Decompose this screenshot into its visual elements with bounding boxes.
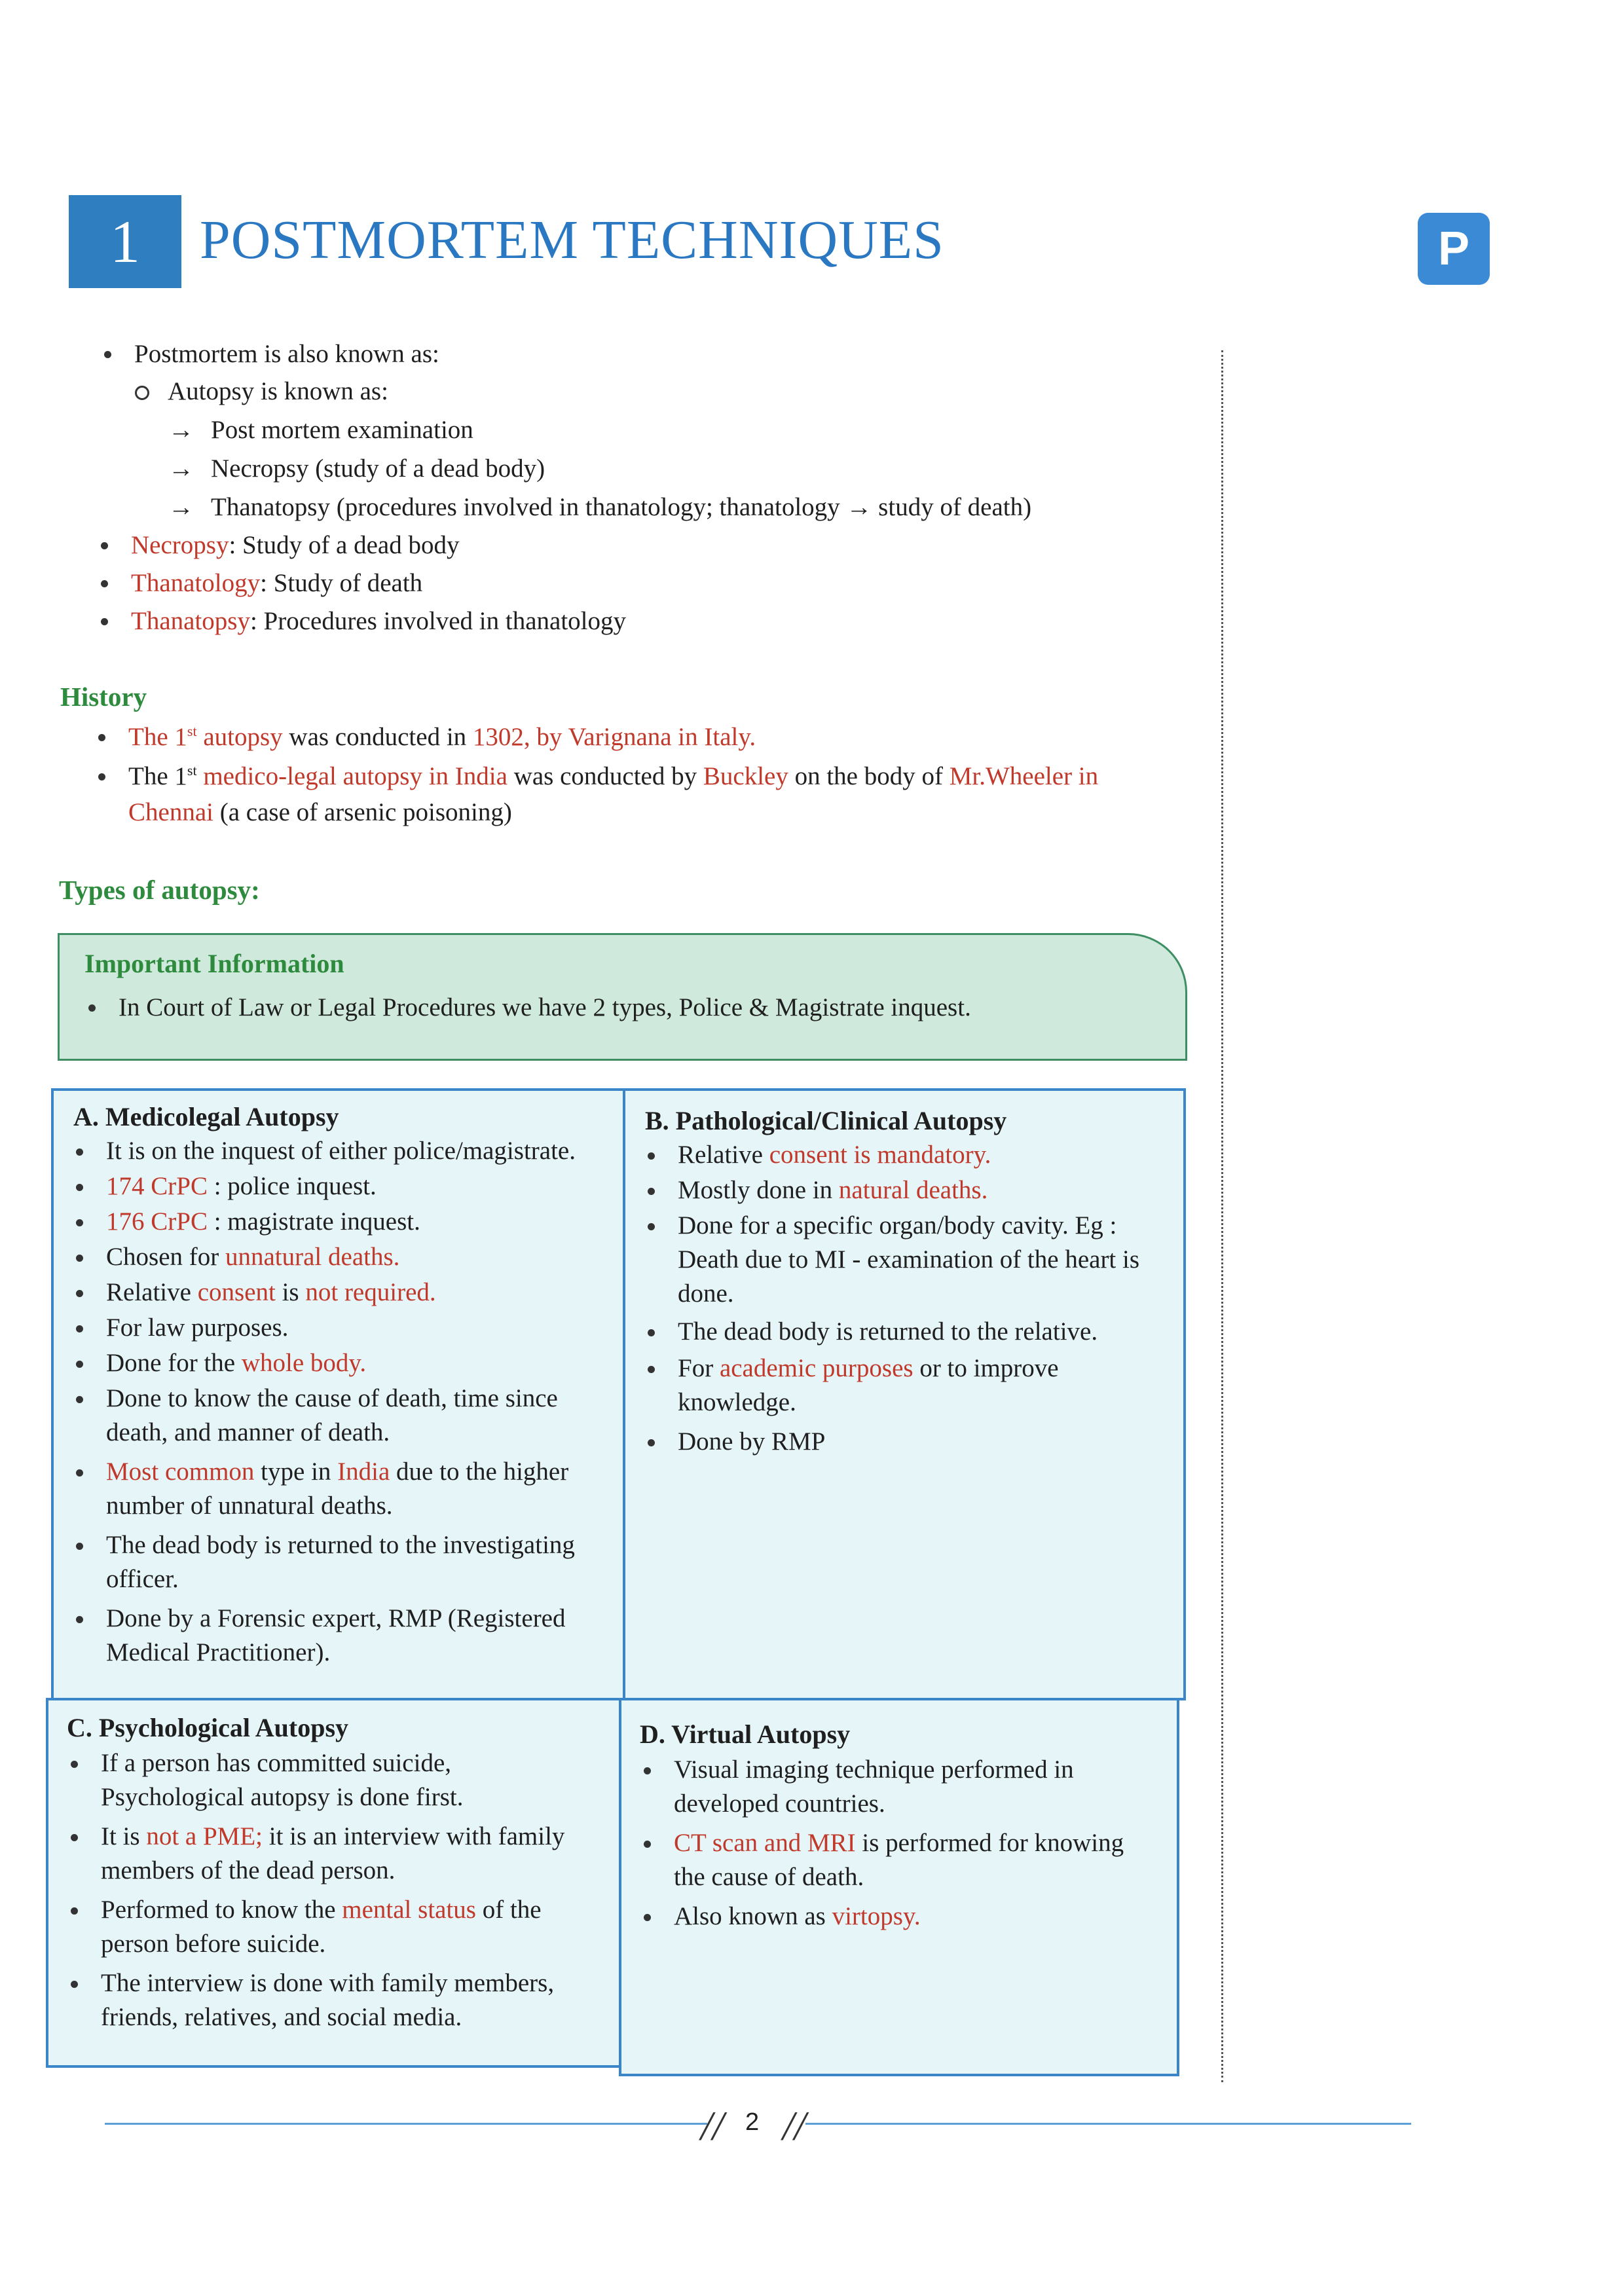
text: Visual imaging technique performed in <box>674 1755 1074 1784</box>
highlight: 176 CrPC <box>106 1207 208 1236</box>
history-text: medico-legal autopsy in India <box>196 762 507 790</box>
list-item <box>106 1602 566 1670</box>
definition: : Study of death <box>260 569 423 597</box>
history-text: was conducted by <box>507 762 703 790</box>
list-item <box>678 1138 991 1172</box>
text: Done for a specific organ/body cavity. Eg : <box>678 1211 1117 1239</box>
text: The interview is done with family members, <box>101 1969 555 1997</box>
text: the cause of death. <box>674 1863 864 1891</box>
highlight: 174 CrPC <box>106 1172 208 1200</box>
list-item <box>106 1382 558 1450</box>
text: due to the higher <box>390 1458 569 1486</box>
history-item-2 <box>128 762 1098 791</box>
info-box-text: In Court of Law or Legal Procedures we have 2 types, Police & Magistrate inquest. <box>119 993 971 1021</box>
info-box-title: Important Information <box>84 949 344 978</box>
highlight: mental status <box>342 1896 476 1924</box>
arrow-icon: → <box>168 493 194 521</box>
highlight: academic purposes <box>719 1354 913 1382</box>
intro-arrow-item-1 <box>168 415 473 445</box>
list-item <box>101 1966 554 2034</box>
intro-item-thanatopsy <box>131 606 626 636</box>
highlight: consent <box>197 1278 276 1306</box>
text: person before suicide. <box>101 1930 326 1958</box>
list-item: The dead body is returned to the relative. <box>678 1315 1098 1349</box>
list-item <box>106 1455 568 1523</box>
highlight: not a PME; <box>146 1822 263 1850</box>
text: it is an interview with family <box>263 1822 565 1850</box>
highlight: unnatural deaths. <box>225 1243 400 1271</box>
text: Also known as <box>674 1902 832 1930</box>
history-text: The 1 <box>128 723 187 751</box>
history-text: autopsy <box>196 723 283 751</box>
box-heading: C. Psychological Autopsy <box>67 1713 349 1742</box>
term: Thanatology <box>131 569 261 597</box>
text: is <box>275 1278 306 1306</box>
text: type in <box>254 1458 338 1486</box>
intro-arrow-text: Thanatopsy (procedures involved in thanatology; thanatology → study of death) <box>211 493 1032 521</box>
term: Necropsy <box>131 531 229 559</box>
history-item-2-cont <box>128 798 512 827</box>
important-info-box <box>58 933 1187 1061</box>
intro-arrow-text: Necropsy (study of a dead body) <box>211 454 545 483</box>
definition: : Procedures involved in thanatology <box>249 607 627 635</box>
text: Performed to know the <box>101 1896 342 1924</box>
text: Psychological autopsy is done first. <box>101 1783 464 1811</box>
list-item <box>674 1826 1124 1894</box>
text: developed countries. <box>674 1790 885 1818</box>
list-item: It is on the inquest of either police/magistrate. <box>106 1134 576 1168</box>
list-item <box>106 1240 399 1274</box>
vertical-divider <box>1221 350 1223 2082</box>
text: Done for the <box>106 1349 242 1377</box>
virtual-autopsy-box <box>619 1698 1179 2076</box>
intro-arrow-item-2 <box>168 454 545 483</box>
text: officer. <box>106 1565 179 1593</box>
footer-slash-right: // <box>783 2102 806 2149</box>
list-item <box>106 1205 420 1239</box>
highlight: CT scan and MRI <box>674 1829 856 1857</box>
list-item <box>674 1900 921 1934</box>
history-text: on the body of <box>788 762 950 790</box>
intro-item-1: Postmortem is also known as: <box>134 340 439 368</box>
text: done. <box>678 1279 734 1308</box>
chapter-number-badge <box>69 195 181 288</box>
intro-arrow-item-3 <box>168 492 1032 522</box>
text: death, and manner of death. <box>106 1418 390 1446</box>
list-item <box>101 1820 564 1888</box>
superscript: st <box>187 762 197 779</box>
footer-rule-right <box>805 2123 1411 2125</box>
text: Medical Practitioner). <box>106 1638 331 1666</box>
page-number: 2 <box>745 2108 760 2136</box>
history-heading: History <box>60 682 147 712</box>
history-text: Chennai <box>128 798 213 826</box>
text: knowledge. <box>678 1388 796 1416</box>
logo-letter: P <box>1437 223 1470 275</box>
chapter-number: 1 <box>110 208 140 275</box>
highlight: not required. <box>305 1278 436 1306</box>
list-item <box>678 1173 987 1207</box>
arrow-icon: → <box>168 416 194 444</box>
box-heading: D. Virtual Autopsy <box>640 1719 851 1749</box>
types-heading: Types of autopsy: <box>59 875 260 905</box>
list-item: For law purposes. <box>106 1311 288 1345</box>
text: members of the dead person. <box>101 1856 396 1884</box>
list-item <box>101 1746 464 1814</box>
text: number of unnatural deaths. <box>106 1492 393 1520</box>
list-item <box>101 1893 542 1961</box>
history-text: The 1 <box>128 762 187 790</box>
intro-item-necropsy <box>131 530 459 560</box>
text: : magistrate inquest. <box>207 1207 420 1236</box>
list-item <box>106 1276 436 1310</box>
text: Relative <box>106 1278 198 1306</box>
highlight: Most common <box>106 1458 255 1486</box>
psychological-autopsy-box <box>46 1698 622 2068</box>
medicolegal-autopsy-box <box>51 1088 625 1700</box>
text: If a person has committed suicide, <box>101 1749 452 1777</box>
text: Done to know the cause of death, time since <box>106 1384 558 1412</box>
history-text: 1302, by Varignana in Italy. <box>472 723 756 751</box>
highlight: natural deaths. <box>838 1176 988 1204</box>
history-text: was conducted in <box>282 723 473 751</box>
list-item: Done by RMP <box>678 1425 825 1459</box>
text: Relative <box>678 1141 769 1169</box>
list-item <box>678 1351 1059 1420</box>
text: is performed for knowing <box>855 1829 1124 1857</box>
history-text: Buckley <box>703 762 788 790</box>
superscript: st <box>187 723 197 739</box>
list-item <box>106 1169 377 1203</box>
text: of the <box>475 1896 542 1924</box>
text: friends, relatives, and social media. <box>101 2003 462 2031</box>
highlight: India <box>337 1458 390 1486</box>
highlight: virtopsy. <box>832 1902 921 1930</box>
list-item <box>106 1528 575 1596</box>
arrow-icon: → <box>168 454 194 483</box>
box-heading: B. Pathological/Clinical Autopsy <box>645 1106 1007 1135</box>
text: : police inquest. <box>207 1172 377 1200</box>
text: or to improve <box>913 1354 1059 1382</box>
text: Chosen for <box>106 1243 225 1271</box>
history-text: Mr.Wheeler in <box>949 762 1099 790</box>
term: Thanatopsy <box>131 607 250 635</box>
text: It is <box>101 1822 147 1850</box>
box-heading: A. Medicolegal Autopsy <box>73 1102 339 1131</box>
list-item <box>674 1753 1074 1821</box>
page-title: POSTMORTEM TECHNIQUES <box>200 210 944 270</box>
text: Mostly done in <box>678 1176 839 1204</box>
history-item-1 <box>128 722 756 752</box>
list-item <box>106 1346 366 1380</box>
footer-slash-left: // <box>701 2102 724 2149</box>
definition: : Study of a dead body <box>229 531 460 559</box>
pathological-autopsy-box <box>623 1088 1186 1700</box>
intro-arrow-text: Post mortem examination <box>211 416 473 444</box>
intro-subitem-autopsy: Autopsy is known as: <box>168 377 388 405</box>
text: The dead body is returned to the investigating <box>106 1531 575 1559</box>
text: Death due to MI - examination of the heart is <box>678 1245 1140 1274</box>
intro-item-thanatology <box>131 568 422 598</box>
text: For <box>678 1354 720 1382</box>
text: Done by a Forensic expert, RMP (Registered <box>106 1604 566 1632</box>
highlight: whole body. <box>241 1349 367 1377</box>
history-text: (a case of arsenic poisoning) <box>213 798 512 826</box>
list-item <box>678 1209 1139 1311</box>
highlight: consent is mandatory. <box>769 1141 991 1169</box>
footer-rule-left <box>105 2123 707 2125</box>
publisher-logo-icon <box>1418 213 1490 285</box>
